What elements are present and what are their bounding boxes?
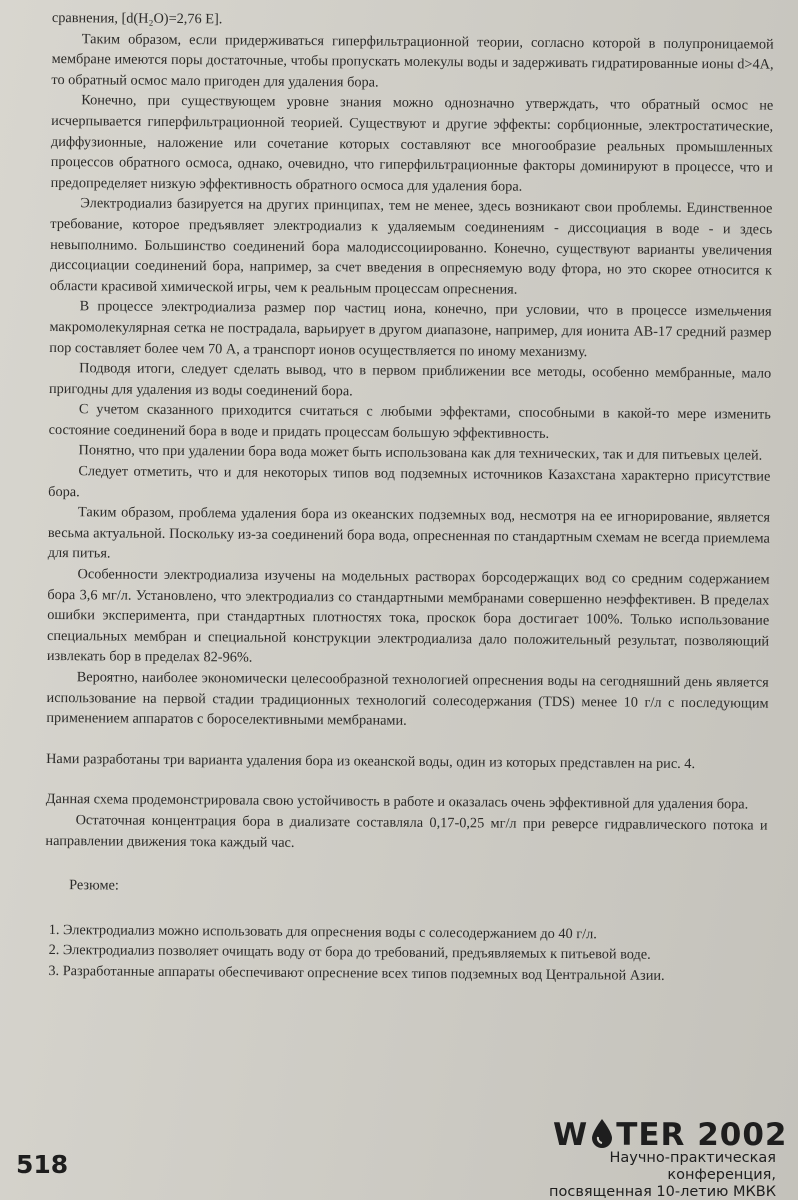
paragraph: Таким образом, проблема удаления бора из океанских подземных вод, несмотря на ее игнорирование, является весьма актуальной. Поскольку из-за соединений бора вода, опресненная по стандартным схемам не всегда приемлема для питья. (47, 504, 771, 562)
paragraph: Вероятно, наиболее экономически целесообразной технологией опреснения воды на сегодняшний день является использование на первой стадии традиционных технологий солесодержания (TDS) менее 10 г/л с последующим применением аппаратов с бороселективными мембранами. (46, 669, 769, 729)
resume-item: 1. Электродиализ можно использовать для опреснения воды с солесодержанием до 40 г/л. (48, 921, 597, 943)
page-number: 518 (16, 1150, 69, 1179)
resume-list (44, 920, 766, 987)
body-text (44, 8, 774, 987)
caption-line: Научно-практическая конференция, (609, 1150, 776, 1183)
caption-line: посвященная 10-летию МКВК (549, 1184, 776, 1200)
paragraph: Таким образом, если придерживаться гиперфильтрационной теории, согласно которой в полупроницаемой мембране имеются поры достаточные, чтобы пропускать молекулы воды и задерживать гидратированные ионы d>4A, то обратный осмос мало пригоден для удаления бора. (51, 30, 774, 91)
paragraph: Следует отметить, что и для некоторых типов вод подземных источников Казахстана характерно присутствие бора. (48, 463, 771, 500)
paragraph: Остаточная концентрация бора в диализате составляла 0,17-0,25 мг/л при реверсе гидравлического потока и направлении движения тока каждый час. (45, 812, 768, 851)
paragraph: Электродиализ базируется на других принципах, тем не менее, здесь возникают свои проблемы. Единственное требование, которое предъявляет электродиализ к удаляемым соединениям - диссоциация в воде - и здесь невыполнимо. Большинство соединений бора малодиссоциированно. Конечно, существуют варианты увеличения диссоциации соединений бора, например, за счет введения в опресняемую воду фтора, но это скорее относится к области красивой химической игры, чем к реальным процессам опреснения. (49, 195, 773, 298)
paragraph: Подводя итоги, следует сделать вывод, что в первом приближении все методы, особенно мембранные, мало пригодны для удаления из воды соединений бора. (48, 360, 772, 400)
water-drop-icon (589, 1118, 615, 1148)
logo-letter-w: W (553, 1117, 589, 1153)
paragraph: В процессе электродиализа размер пор частиц иона, конечно, при условии, что в процессе измельчения макромолекулярная сетка не пострадала, варьирует в другом диапазоне, например, для ионита АВ-17 средний размер пор составляет более чем 70 А, а транспорт ионов осуществляется по иному механизму. (49, 298, 772, 360)
resume-item: 3. Разработанные аппараты обеспечивают опреснение всех типов подземных вод Центральной Азии. (48, 962, 665, 984)
resume-item: 2. Электродиализ позволяет очищать воду от бора до требований, предъявляемых к питьевой воде. (48, 942, 651, 964)
resume-heading: Резюме: (69, 877, 119, 894)
logo-text: TER 2002 (616, 1117, 788, 1153)
paragraph: Данная схема продемонстрировала свою устойчивость в работе и оказалась очень эффективной для удаления бора. (45, 791, 749, 813)
paragraph: сравнения, [d(H₂O)=2,76 E]. (51, 9, 223, 28)
paragraph: Понятно, что при удалении бора вода может быть использована как для технических, так и для питьевых целей. (78, 442, 763, 465)
paragraph: Особенности электродиализа изучены на модельных растворах борсодержащих вод со средним содержанием бора 3,6 мг/л. Установлено, что электродиализ со стандартными мембранами совершенно неэффективен. В пределах ошибки эксперимента, при стандартных плотностях тока, проскок бора достигает 100%. Только использование специальных мембран и специальной конструкции электродиализа дало положительный результат, позволяющий извлекать бор в пределах 82-96%. (46, 566, 770, 666)
paragraph: Конечно, при существующем уровне знания можно однозначно утверждать, что обратный осмос не исчерпывается гиперфильтрационной теорией. Существуют и другие эффекты: сорбционные, электростатические, диффузионные, наложение или сочетание которых составляют все многообразие реальных промышленных процессов обратного осмоса, однако, очевидно, что гиперфильтрационные факторы доминируют в процессе, что и предопределяет низкую эффективность обратного осмоса для удаления бора. (50, 92, 774, 195)
conference-caption (500, 1150, 776, 1200)
paragraph: С учетом сказанного приходится считаться с любыми эффектами, способными в какой-то мере изменить состояние соединений бора в воде и придать процессам большую эффективность. (48, 401, 771, 442)
paragraph: Нами разработаны три варианта удаления бора из океанской воды, один из которых представлен на рис. 4. (46, 750, 696, 772)
water-2002-logo (553, 1117, 788, 1153)
